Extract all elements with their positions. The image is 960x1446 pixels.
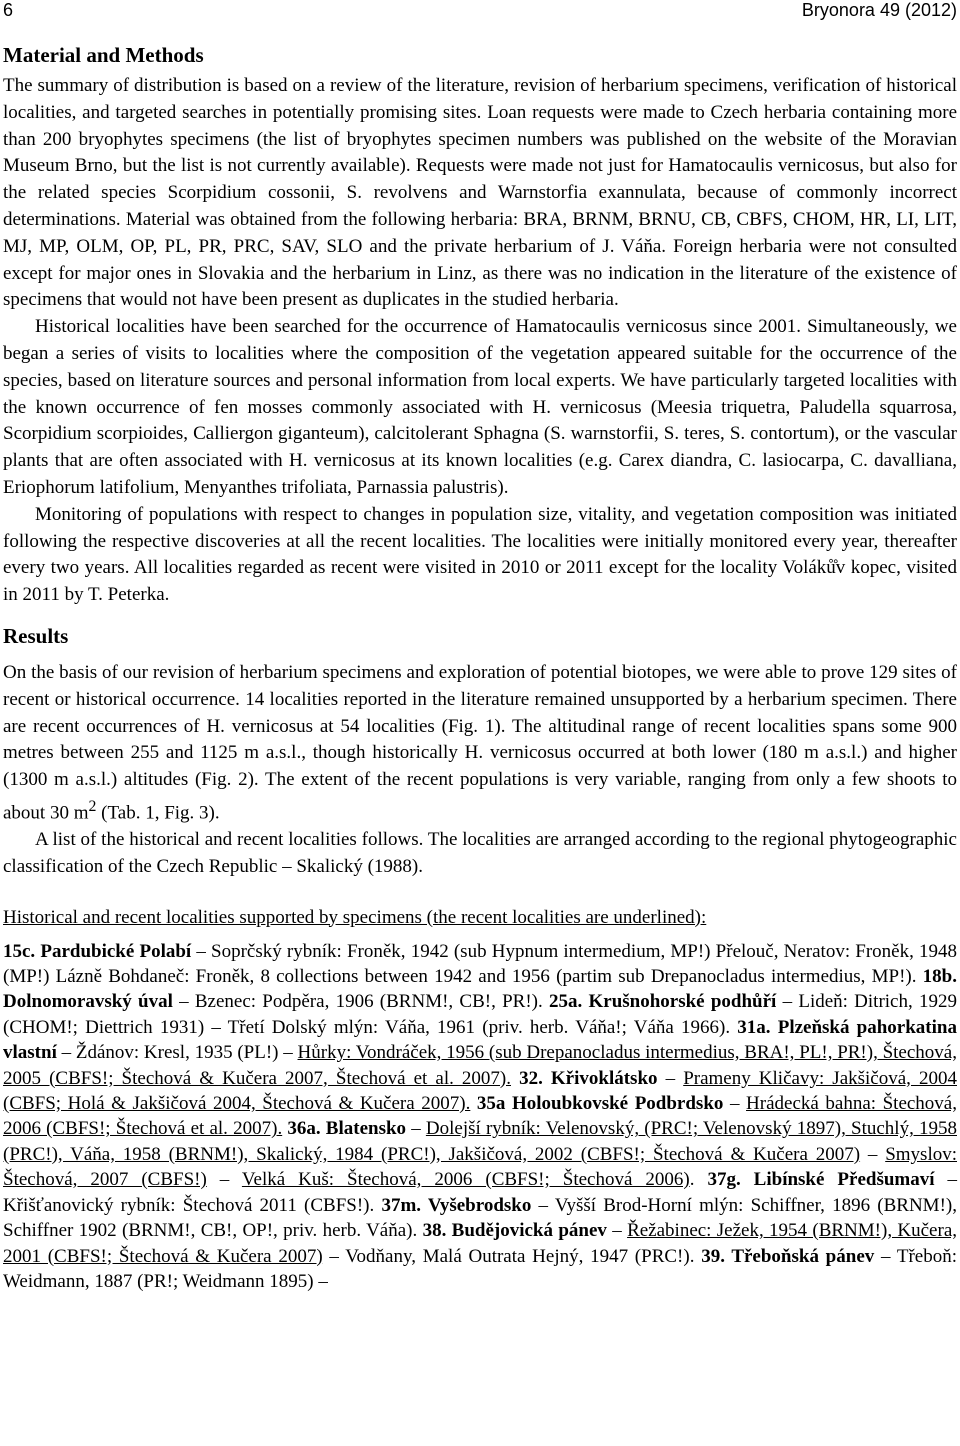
recent-locality: Velká Kuš: Štechová, 2006 (CBFS!; Štechová 2006) <box>241 1169 690 1191</box>
region-code: 25a. Krušnohorské podhůří <box>548 991 777 1013</box>
recent-locality: Dolejší rybník: Velenovský, (PRC!; Velenovský 1897), Stuchlý, 1958 (PRC!), Váňa, 1958 (BRNM!), Skalický, 1984 (PRC!), Jakšičová, 2002 (CBFS!; Štechová & Kučera 2007) <box>3 1118 957 1165</box>
region-code: 37m. Vyšebrodsko <box>381 1194 532 1216</box>
methods-paragraph-3: Monitoring of populations with respect to changes in population size, vitality, and vegetation composition was initiated following the respective discoveries at all the recent localities. The localities were initially monitored every year, thereafter every two years. All localities regarded as recent were visited in 2010 or 2011 except for the locality Voláků̊v kopec, visited in 2011 by T. Peterka. <box>3 503 957 606</box>
region-code: 37g. Libínské Předšumaví <box>707 1169 935 1191</box>
journal-title: Bryonora 49 (2012) <box>801 0 957 20</box>
methods-paragraph-2: Historical localities have been searched for the occurrence of Hamatocaulis vernicosus since 2001. Simultaneously, we began a series of visits to localities where the composition of the vegetation appeared suitable for the occurrence of the species, based on literature sources and personal information from local experts. We have particularly targeted localities with the known occurrence of fen mosses commonly associated with H. vernicosus (Meesia triquetra, Paludella squarrosa, Scorpidium scorpioides, Calliergon giganteum), calcitolerant Sphagna (S. warnstorfii, S. teres, S. contortum), or the vascular plants that are often associated with H. vernicosus at its known localities (e.g. Carex diandra, C. lasiocarpa, C. davalliana, Eriophorum latifolium, Menyanthes trifoliata, Parnassia palustris). <box>3 316 957 498</box>
region-code: 32. Křivoklátsko <box>511 1067 658 1089</box>
results-paragraph-2: A list of the historical and recent localities follows. The localities are arranged according to the regional phytogeographic classification of the Czech Republic – Skalický (1988). <box>3 829 957 877</box>
region-text: – Soprčský rybník: Froněk, 1942 (sub Hypnum intermedium, MP!) Přelouč, Neratov: Froněk, 1948 (MP!) Lázně Bohdaneč: Froněk, 8 collections between 1942 and 1956 (partim sub Drepanocladus intermedius, MP!). <box>3 940 957 988</box>
page <box>3 0 957 1294</box>
region-code: 18b. Dolnomoravský úval <box>3 966 957 1013</box>
page-header <box>3 0 957 20</box>
region-text: – Ždánov: Kresl, 1935 (PL!) – <box>56 1042 298 1064</box>
recent-locality: Řežabinec: Ježek, 1954 (BRNM!), Kučera, 2001 (CBFS!; Štechová & Kučera 2007) <box>3 1220 957 1267</box>
region-text: – Lideň: Ditrich, 1929 (CHOM!; Diettrich 1931) – Třetí Dolský mlýn: Váňa, 1961 (priv. herb. Váňa!; Váňa 1966). <box>3 991 957 1038</box>
superscript-2: 2 <box>88 797 97 815</box>
localities-list <box>3 939 957 1295</box>
region-text: . <box>689 1169 708 1191</box>
methods-paragraph-1: The summary of distribution is based on a review of the literature, revision of herbarium specimens, verification of historical localities, and targeted searches in potentially promising sites. Loan requests were made to Czech herbaria containing more than 200 bryophytes specimens (the list of bryophytes specimen numbers was published on the website of the Moravian Museum Brno, but the list is not currently available). Requests were made not just for Hamatocaulis vernicosus, but also for the related species Scorpidium cossonii, S. revolvens and Warnstorfia exannulata, because of commonly incorrect determinations. Material was obtained from the following herbaria: BRA, BRNM, BRNU, CB, CBFS, CHOM, HR, LI, LIT, MJ, MP, OLM, OP, PL, PR, PRC, SAV, SLO and the private herbarium of J. Váňa. Foreign herbaria were not consulted except for major ones in Slovakia and the herbarium in Linz, as there was no indication in the literature of the existence of specimens that would not have been present as duplicates in the studied herbaria. <box>3 75 957 311</box>
results-p1-text: On the basis of our revision of herbarium specimens and exploration of potential biotopes, we were able to prove 129 sites of recent or historical occurrence. 14 localities reported in the literature remained unsupported by a herbarium specimen. There are recent occurrences of H. vernicosus at 54 localities (Fig. 1). The altitudinal range of recent localities spans some 900 metres between 255 and 1125 m a.s.l., though historically H. vernicosus occurred at both lower (180 m a.s.l.) and higher (1300 m a.s.l.) altitudes (Fig. 2). The extent of the recent populations is very variable, ranging from only a few shoots to about 30 m <box>3 661 957 824</box>
region-text: – Křišťanovický rybník: Štechová 2011 (CBFS!). <box>3 1169 958 1216</box>
results-heading: Results <box>3 623 69 648</box>
region-text: – Vodňany, Malá Outrata Hejný, 1947 (PRC!). <box>322 1245 702 1267</box>
region-code: 15c. Pardubické Polabí <box>3 940 192 962</box>
localities-subtitle: Historical and recent localities supported by specimens (the recent localities are underlined): <box>3 906 707 928</box>
recent-locality: Prameny Kličavy: Jakšičová, 2004 (CBFS; Holá & Jakšičová 2004, Štechová & Kučera 2007). <box>3 1067 957 1115</box>
region-text: – <box>406 1118 426 1140</box>
region-code: 39. Třeboňská pánev <box>701 1245 875 1267</box>
region-text: – <box>657 1067 684 1089</box>
methods-heading: Material and Methods <box>3 43 204 67</box>
results-paragraph-1 <box>3 660 957 827</box>
region-code: 31a. Plzeňská pahorkatina vlastní <box>3 1016 957 1064</box>
region-text: – <box>860 1143 886 1165</box>
region-text: – <box>606 1220 628 1242</box>
region-text: – Bzenec: Podpěra, 1906 (BRNM!, CB!, PR!). <box>172 991 549 1013</box>
results-p1-tail: (Tab. 1, Fig. 3). <box>96 802 220 824</box>
recent-locality: Hůrky: Vondráček, 1956 (sub Drepanocladus intermedius, BRA!, PL!, PR!), Štechová, 2005 (CBFS!; Štechová & Kučera 2007, Štechová et al. 2007). <box>3 1042 957 1089</box>
region-code: 36a. Blatensko <box>282 1118 407 1140</box>
region-text: – Třeboň: Weidmann, 1887 (PR!; Weidmann 1895) – <box>3 1245 958 1292</box>
region-code: 35a Holoubkovské Podbrdsko <box>470 1093 724 1115</box>
region-text: – <box>206 1169 242 1191</box>
page-number: 6 <box>3 0 14 20</box>
region-text: – <box>723 1093 747 1115</box>
region-text: – Vyšší Brod-Horní mlýn: Schiffner, 1896 (BRNM!), Schiffner 1902 (BRNM!, CB!, OP!, priv. herb. Váňa). <box>3 1194 957 1242</box>
recent-locality: Smyslov: Štechová, 2007 (CBFS!) <box>3 1143 958 1191</box>
region-code: 38. Budějovická pánev <box>422 1220 607 1242</box>
recent-locality: Hrádecká bahna: Štechová, 2006 (CBFS!; Štechová et al. 2007). <box>3 1093 957 1140</box>
